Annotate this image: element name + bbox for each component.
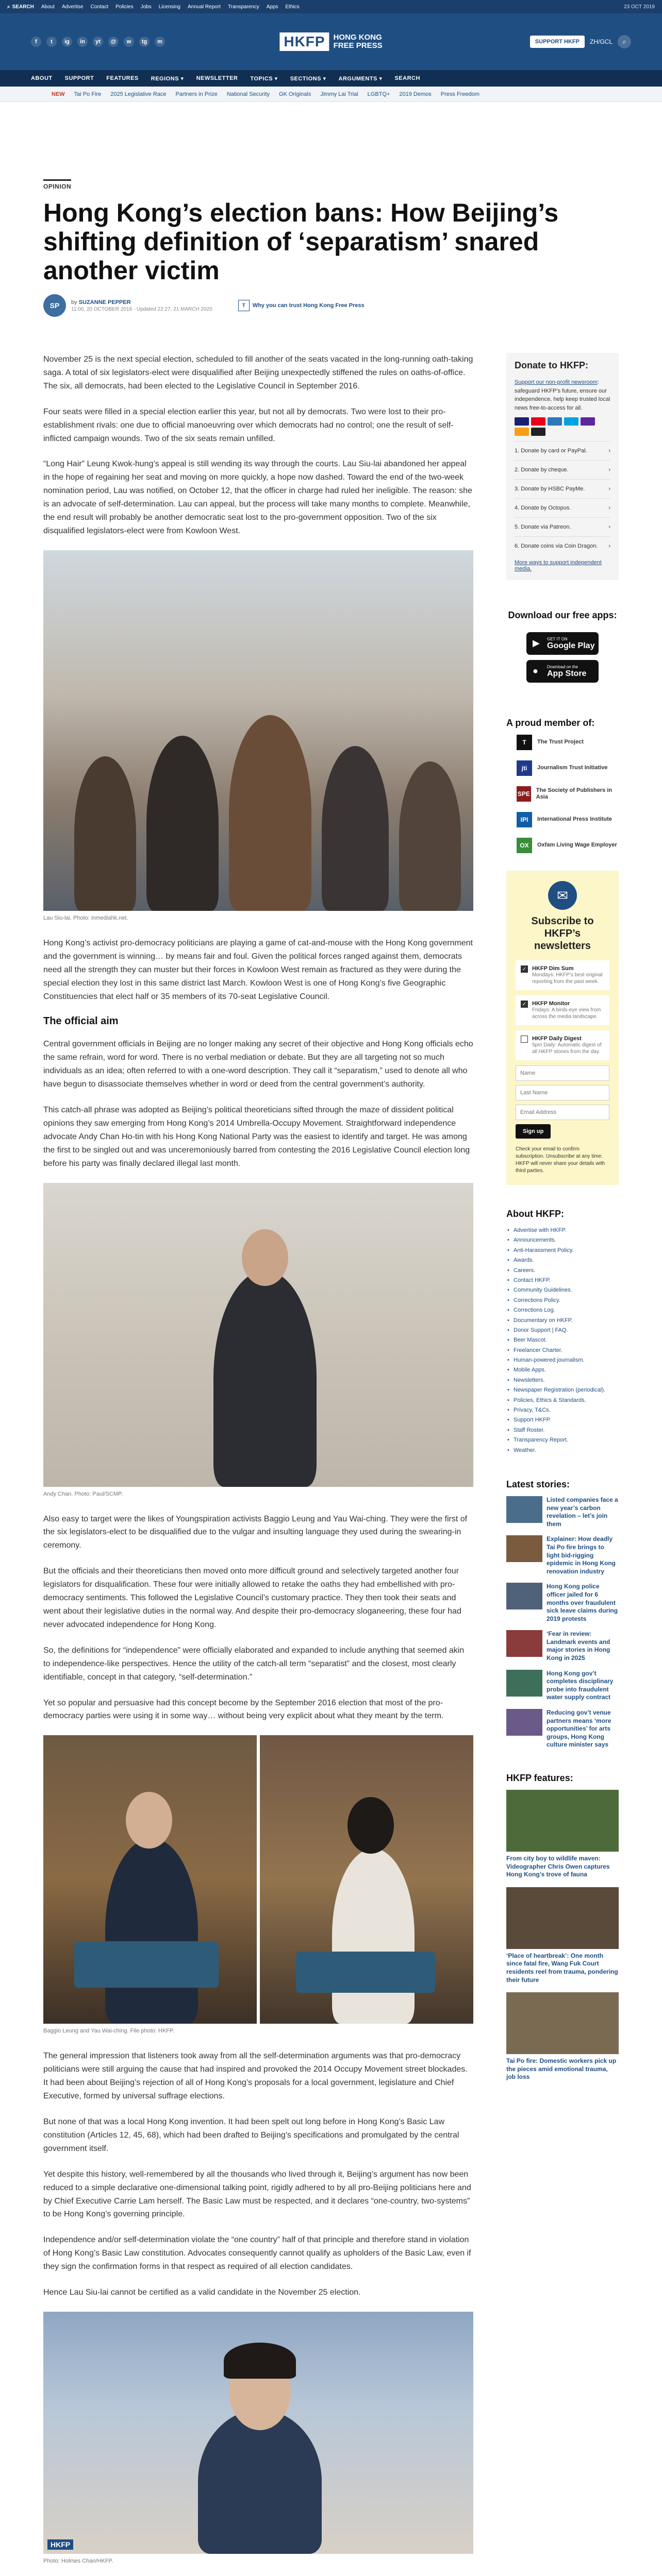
donate-option-label: 3. Donate by HSBC PayMe. xyxy=(515,486,585,492)
masthead-search-icon[interactable]: ⌕ xyxy=(618,35,631,48)
members-title: A proud member of: xyxy=(506,718,595,728)
apple-icon: ● xyxy=(533,666,538,676)
trending-item[interactable]: LGBTQ+ xyxy=(367,91,390,97)
about-link[interactable]: • Corrections Log. xyxy=(506,1306,619,1315)
google-play-small: GET IT ON xyxy=(547,636,568,641)
trust-link[interactable] xyxy=(238,300,365,311)
members-widget xyxy=(506,711,619,853)
photo-leung-yau xyxy=(43,1735,473,2024)
member-name: Oxfam Living Wage Employer xyxy=(537,842,617,849)
article-paragraph: Four seats were filled in a special election earlier this year, but not all by democrats. Two were lost to their pro-establishment rivals: one due to official manoeuvring over which democrats had no control; one the result of self-inflicted campaign wounds. Two of the six seats remain unfilled. xyxy=(43,407,454,443)
masthead xyxy=(0,13,662,70)
top-link-contact[interactable]: Contact xyxy=(90,4,109,10)
about-link[interactable]: • Careers. xyxy=(506,1266,619,1276)
about-widget xyxy=(506,1202,619,1455)
feature-story[interactable] xyxy=(506,1887,619,1984)
feature-image[interactable] xyxy=(506,1887,619,1949)
whatsapp-icon[interactable]: w xyxy=(124,37,134,47)
donate-option[interactable] xyxy=(515,479,610,498)
story-title[interactable]: Reducing gov’t venue partners means ‘more opportunities’ for arts groups, Hong Kong culture minister says xyxy=(547,1709,611,1749)
top-utility-bar xyxy=(0,0,662,13)
latest-title: Latest stories: xyxy=(506,1479,570,1489)
facebook-icon[interactable]: f xyxy=(31,37,41,47)
features-title: HKFP features: xyxy=(506,1773,573,1784)
donate-option[interactable] xyxy=(515,517,610,536)
donate-more-link[interactable]: More ways to support independent media. xyxy=(515,560,602,572)
app-store-big: App Store xyxy=(547,669,587,678)
checkbox-checked-icon[interactable]: ✓ xyxy=(521,965,528,973)
linkedin-icon[interactable]: in xyxy=(77,37,88,47)
newsletter-option-desc: Fridays: A birds-eye view from across the media landscape. xyxy=(532,1007,601,1020)
about-link[interactable]: • Contact HKFP. xyxy=(506,1276,619,1285)
google-play-button[interactable] xyxy=(526,632,599,655)
newsletter-option-name: HKFP Dim Sum xyxy=(532,965,574,972)
top-link-jobs[interactable]: Jobs xyxy=(140,4,152,10)
story-thumbnail[interactable] xyxy=(506,1709,542,1736)
mastercard-icon xyxy=(531,417,545,426)
trending-item[interactable]: GK Originals xyxy=(278,91,311,97)
nav-topics[interactable]: TOPICS ▾ xyxy=(250,75,278,82)
top-date: 23 OCT 2019 xyxy=(624,4,655,10)
donate-title: Donate to HKFP: xyxy=(515,360,588,370)
article-paragraph: Yet despite this history, well-remembered by all the thousands who lived through it, Beijing’s argument has now been reduced to a simple declarative one-dimensional talking point, rigidly adhered to by all pro-Beijing politicians here and by Chief Executive Carrie Lam herself. The Basic Law must be respected, and it declares “one-country, two-systems” to be Hong Kong’s governing principle. xyxy=(43,2170,471,2219)
visa-icon xyxy=(515,417,529,426)
article-paragraph: November 25 is the next special election, scheduled to fill another of the seats vacated in the long-running oath-taking saga. A total of six legislators-elect were disqualified after Beijing unexpectedly stiffened the rules on oaths-of-office. The six, all democrats, had been elected to the Legislative Council in September 2016. xyxy=(43,355,473,391)
chevron-right-icon: › xyxy=(608,505,610,511)
donate-option-label: 1. Donate by card or PayPal. xyxy=(515,448,587,454)
donate-intro xyxy=(515,378,610,412)
feature-title[interactable]: From city boy to wildlife maven: Videographer Chris Owen captures Hong Kong’s trove of fauna xyxy=(506,1855,610,1878)
newsletter-option-digest[interactable] xyxy=(516,1030,609,1060)
donate-option-label: 6. Donate coins via Coin Dragon. xyxy=(515,543,598,549)
trending-item[interactable]: 2025 Legislative Race xyxy=(110,91,167,97)
story-thumbnail[interactable] xyxy=(506,1630,542,1657)
content-layout xyxy=(0,353,662,2576)
by-label: by xyxy=(71,299,77,306)
byline-text xyxy=(71,299,212,306)
checkbox-empty-icon[interactable] xyxy=(521,1036,528,1043)
nav-features[interactable]: FEATURES xyxy=(106,75,139,81)
story-thumbnail[interactable] xyxy=(506,1496,542,1523)
social-links xyxy=(31,37,165,47)
feature-story[interactable] xyxy=(506,1790,619,1879)
figure-leung-yau xyxy=(43,1735,473,2034)
trending-new-label: NEW xyxy=(52,91,65,97)
about-link[interactable]: • Staff Roster. xyxy=(506,1426,619,1435)
apps-widget xyxy=(506,598,619,694)
about-link[interactable]: • Policies, Ethics & Standards. xyxy=(506,1396,619,1405)
about-link[interactable]: • Beer Mascot. xyxy=(506,1335,619,1345)
latest-story[interactable] xyxy=(506,1583,619,1623)
about-link[interactable]: • Announcements. xyxy=(506,1235,619,1245)
newsletter-title: Subscribe to HKFP’s newsletters xyxy=(531,916,594,952)
feature-image[interactable] xyxy=(506,1992,619,2054)
about-title: About HKFP: xyxy=(506,1209,564,1219)
newsletter-option-monitor[interactable] xyxy=(516,995,609,1025)
payme-icon xyxy=(581,417,595,426)
feature-title[interactable]: ‘Place of heartbreak’: One month since fatal fire, Wang Fuk Court residents reel from trauma, pondering their future xyxy=(506,1952,618,1984)
about-link[interactable]: • Freelancer Charter. xyxy=(506,1346,619,1355)
photo-left-half xyxy=(43,1735,257,2024)
story-title[interactable]: Explainer: How deadly Tai Po fire brings to light bid-rigging epidemic in Hong Kong renovation industry xyxy=(547,1535,616,1575)
feature-image[interactable] xyxy=(506,1790,619,1852)
paypal-icon xyxy=(564,417,578,426)
octopus-icon xyxy=(515,428,529,436)
instagram-icon[interactable]: ig xyxy=(62,37,72,47)
article-paragraph: This catch-all phrase was adopted as Beijing’s political theoreticians sifted through the maze of dissident political opinions they saw emerging from Hong Kong’s 2014 Umbrella-Occupy Movement. Straightforward independence advocate Andy Chan Ho-tin with his Hong Kong National Party was the easiest to identify and target. He was among the first to be singled out and was unceremoniously barred from contesting the 2016 Legislative Council election long before his party was finally declared illegal last month. xyxy=(43,1106,470,1168)
oxfam-logo-icon: OX xyxy=(517,838,532,853)
donate-option[interactable] xyxy=(515,441,610,460)
top-link-transparency[interactable]: Transparency xyxy=(227,4,259,10)
about-link[interactable]: • Documentary on HKFP. xyxy=(506,1316,619,1326)
newsletter-widget xyxy=(506,871,619,1185)
donate-option-label: 2. Donate by cheque. xyxy=(515,467,569,473)
trending-item[interactable]: Partners in Prize xyxy=(175,91,218,97)
newsletter-option-name: HKFP Daily Digest xyxy=(532,1036,582,1042)
story-thumbnail[interactable] xyxy=(506,1670,542,1697)
site-logo[interactable] xyxy=(279,32,382,51)
telegram-icon[interactable]: tg xyxy=(139,37,150,47)
app-store-button[interactable] xyxy=(526,660,599,683)
top-link-annual-report[interactable]: Annual Report xyxy=(188,4,221,10)
newsletter-option-name: HKFP Monitor xyxy=(532,1001,570,1007)
sidebar xyxy=(506,353,619,2576)
article-paragraph: Hong Kong’s activist pro-democracy politicians are playing a game of cat-and-mouse with the Hong Kong government and the government is winning… by means fair and foul. Given the political forces ranged against them, democrats need all the strength they can muster but their forces in Kowloon West remain as fractured as they were during the special election they lost in this same district last March. Kowloon West is one of Hong Kong’s five Geographic Constituencies that elect half or 35 members of its 70-seat Legislative Council. xyxy=(43,938,473,1001)
article-paragraph: Hence Lau Siu-lai cannot be certified as a valid candidate in the November 25 election. xyxy=(43,2288,361,2297)
main-nav xyxy=(0,70,662,87)
chevron-right-icon: › xyxy=(608,467,610,473)
jti-logo-icon: jti xyxy=(517,760,532,776)
nav-regions[interactable]: REGIONS ▾ xyxy=(151,75,184,82)
nav-support[interactable]: SUPPORT xyxy=(64,75,94,81)
trending-item[interactable]: National Security xyxy=(226,91,270,97)
top-link-policies[interactable]: Policies xyxy=(115,4,134,10)
search-icon: ⌕ xyxy=(7,4,10,10)
checkbox-checked-icon[interactable]: ✓ xyxy=(521,1001,528,1008)
article-kicker[interactable]: OPINION xyxy=(43,179,71,190)
about-link[interactable]: • Advertise with HKFP. xyxy=(506,1226,619,1235)
threads-icon[interactable]: @ xyxy=(108,37,119,47)
newsletter-option-desc: 5pm Daily: Automatic digest of all HKFP stories from the day. xyxy=(532,1042,602,1055)
nav-arguments[interactable]: ARGUMENTS ▾ xyxy=(338,75,383,82)
trending-item[interactable]: Jimmy Lai Trial xyxy=(320,91,358,97)
hkfp-watermark: HKFP xyxy=(47,2539,73,2550)
figure-carrie-lam xyxy=(43,2312,473,2564)
patreon-icon xyxy=(531,428,545,436)
top-search-label: SEARCH xyxy=(12,4,34,10)
trending-item[interactable]: Tai Po Fire xyxy=(74,91,102,97)
article-paragraph: Yet so popular and persuasive had this concept become by the September 2016 election that most of the pro-democracy parties were using it in some way… without being very explicit about what they meant by the term. xyxy=(43,1698,444,1721)
newsletter-note: Check your email to confirm subscription. Unsubscribe at any time. HKFP will never share your details with third parties. xyxy=(516,1146,605,1174)
donate-option[interactable] xyxy=(515,498,610,517)
figure-lau-siu-lai xyxy=(43,550,473,921)
about-link[interactable]: • Awards. xyxy=(506,1256,619,1265)
member-sopa[interactable] xyxy=(517,786,619,802)
mastodon-icon[interactable]: m xyxy=(155,37,165,47)
author-name[interactable]: SUZANNE PEPPER xyxy=(78,299,131,306)
last-name-input[interactable] xyxy=(516,1085,609,1100)
top-link-about[interactable]: About xyxy=(41,4,55,10)
trust-project-icon: T xyxy=(238,300,250,311)
latest-widget xyxy=(506,1473,619,1749)
latest-story[interactable] xyxy=(506,1630,619,1662)
photo-caption: Andy Chan. Photo: Paul/SCMP. xyxy=(43,1490,123,1497)
trust-label: Why you can trust Hong Kong Free Press xyxy=(252,302,365,309)
nav-search[interactable]: SEARCH xyxy=(394,75,420,81)
google-play-big: Google Play xyxy=(547,641,595,650)
features-widget xyxy=(506,1767,619,2081)
latest-story[interactable] xyxy=(506,1496,619,1528)
newsletter-option-dim-sum[interactable] xyxy=(516,960,609,990)
article-body xyxy=(43,353,473,2576)
about-link[interactable]: • Mobile Apps. xyxy=(506,1365,619,1375)
about-link[interactable]: • Newsletters. xyxy=(506,1376,619,1385)
latest-story-list xyxy=(506,1496,619,1749)
member-oxfam[interactable] xyxy=(517,838,619,853)
donate-intro-link[interactable]: Support our non-profit newsroom xyxy=(515,379,598,385)
photo-right-half xyxy=(260,1735,473,2024)
latest-story[interactable] xyxy=(506,1535,619,1575)
top-link-licensing[interactable]: Licensing xyxy=(158,4,180,10)
donate-option[interactable] xyxy=(515,536,610,555)
top-link-advertise[interactable]: Advertise xyxy=(61,4,84,10)
payment-cards xyxy=(515,417,610,436)
photo-andy-chan xyxy=(43,1183,473,1487)
chevron-right-icon: › xyxy=(608,486,610,492)
logo-wordmark xyxy=(334,33,383,50)
story-thumbnail[interactable] xyxy=(506,1583,542,1609)
donate-intro-text: : safeguard HKFP’s future, ensure our independence, help keep trusted local news free-to-access for all. xyxy=(515,379,610,411)
support-hkfp-button[interactable]: SUPPORT HKFP xyxy=(530,36,585,48)
about-link[interactable]: • Anti-Harassment Policy. xyxy=(506,1246,619,1256)
story-title[interactable]: ‘Fear in review: Landmark events and major stories in Hong Kong in 2025 xyxy=(547,1630,610,1662)
article-paragraph: So, the definitions for “independence” were officially elaborated and expanded to include anything that seemed akin to independence-like perspectives. Hence the utility of the catch-all term “separatist” and the closest, most clearly identifiable, concept in that category, “self-determination.” xyxy=(43,1646,465,1682)
photo-caption: Baggio Leung and Yau Wai-ching. File photo: HKFP. xyxy=(43,2028,174,2035)
article-paragraph: But none of that was a local Hong Kong invention. It had been spelt out long before in Hong Kong’s Basic Law constitution (Articles 12, 45, 68), which had been drafted to Beijing’s specifications and promulgated by the central government itself. xyxy=(43,2117,459,2153)
email-input[interactable] xyxy=(516,1105,609,1120)
about-link[interactable]: • Newspaper Registration (periodical). xyxy=(506,1385,619,1395)
member-name: The Society of Publishers in Asia xyxy=(536,787,613,800)
twitter-icon[interactable]: t xyxy=(46,37,57,47)
article-headline: Hong Kong’s election bans: How Beijing’s shifting definition of ‘separatism’ snared another victim xyxy=(43,198,559,285)
about-link-list xyxy=(506,1226,619,1455)
logo-mark: HKFP xyxy=(279,32,329,51)
ad-space xyxy=(43,102,619,179)
trending-item[interactable]: 2019 Demos xyxy=(399,91,432,97)
about-link[interactable]: • Human-powered journalism. xyxy=(506,1355,619,1365)
chevron-right-icon: › xyxy=(608,448,610,454)
article-dates: 11:00, 20 OCTOBER 2018 · Updated 22:27, 21 MARCH 2020 xyxy=(71,306,212,312)
donate-option[interactable] xyxy=(515,460,610,479)
author-avatar[interactable]: SP xyxy=(43,294,66,317)
feature-list xyxy=(506,1790,619,2081)
nav-sections[interactable]: SECTIONS ▾ xyxy=(290,75,326,82)
donate-option-label: 5. Donate via Patreon. xyxy=(515,524,571,530)
top-link-ethics[interactable]: Ethics xyxy=(285,4,300,10)
article-paragraph: “Long Hair” Leung Kwok-hung’s appeal is still wending its way through the courts. Lau Siu-lai abandoned her appeal in the hope of regaining her seat and moving on more quickly, a hope now dashed. Toward the end of the two-week nomination period, Lau was notified, on October 12, that the officer in charge had ruled her ineligible. The reason: she is an advocate of self-determination. Lau can appeal, but the process will take many months to complete. Meanwhile, the end result will probably be another democratic seat lost to the pro-government opposition. Two of the six disqualified legislators-elect were from Kowloon West. xyxy=(43,460,472,535)
figure-andy-chan xyxy=(43,1183,473,1497)
article-paragraph: The general impression that listeners took away from all the self-determination arguments was that pro-democracy politicians were still arguing the cause that had inspired and provoked the 2014 Occupy Movement street blockades. It had been about Beijing’s rejection of all of Hong Kong’s proposals for a local government, legislature and Chief Executive, formed by universal suffrage elections. xyxy=(43,2052,468,2101)
about-link[interactable]: • Privacy, T&Cs. xyxy=(506,1405,619,1415)
about-link[interactable]: • Weather. xyxy=(506,1446,619,1455)
story-title[interactable]: Listed companies face a new year’s carbon revelation – let’s join them xyxy=(547,1496,618,1528)
newsletter-icon: ✉ xyxy=(548,881,577,910)
story-title[interactable]: Hong Kong gov’t completes disciplinary probe into fraudulent water supply contract xyxy=(547,1669,614,1701)
member-name: Journalism Trust Initiative xyxy=(537,765,608,771)
article-paragraph: Central government officials in Beijing are no longer making any secret of their objective and Hong Kong officials echo the same refrain, word for word. There is no verbal mediation or debate. But they are all targeting not so much individuals as an idea; often referred to with a one-word description. They call it “separatism,” used to denote all who have begun to disassociate themselves whether in word or deed from the central government’s authority. xyxy=(43,1040,473,1089)
nav-about[interactable]: ABOUT xyxy=(31,75,53,81)
member-name: International Press Institute xyxy=(537,816,612,823)
photo-caption: Lau Siu-lai. Photo: inmediahk.net. xyxy=(43,914,128,921)
article-header xyxy=(0,102,662,317)
photo-caption: Photo: Holmes Chan/HKFP. xyxy=(43,2557,113,2564)
chevron-right-icon: › xyxy=(608,524,610,530)
first-name-input[interactable] xyxy=(516,1065,609,1081)
app-store-small: Download on the xyxy=(547,664,578,669)
logo-line-1: HONG KONG xyxy=(333,33,382,42)
about-link[interactable]: • Support HKFP. xyxy=(506,1415,619,1425)
member-ipi[interactable] xyxy=(517,812,619,827)
donate-option-label: 4. Donate by Octopus. xyxy=(515,505,571,511)
ipi-logo-icon: IPI xyxy=(517,812,532,827)
photo-carrie-lam xyxy=(43,2312,473,2554)
story-title[interactable]: Hong Kong police officer jailed for 6 months over fraudulent sick leave claims during 2019 protests xyxy=(547,1583,618,1622)
latest-story[interactable] xyxy=(506,1709,619,1749)
feature-story[interactable] xyxy=(506,1992,619,2081)
photo-protest xyxy=(43,550,473,911)
top-link-apps[interactable]: Apps xyxy=(266,4,278,10)
donate-widget xyxy=(506,353,619,580)
chevron-right-icon: › xyxy=(608,543,610,549)
sign-up-button[interactable]: Sign up xyxy=(516,1124,551,1139)
feature-title[interactable]: Tai Po fire: Domestic workers pick up the pieces amid emotional trauma, job loss xyxy=(506,2057,617,2081)
nav-newsletter[interactable]: NEWSLETTER xyxy=(196,75,238,81)
member-trust-project[interactable] xyxy=(517,735,619,750)
member-name: The Trust Project xyxy=(537,739,584,745)
youtube-icon[interactable]: yt xyxy=(93,37,103,47)
crowd-shape xyxy=(43,713,473,911)
section-heading: The official aim xyxy=(43,1015,119,1027)
member-jti[interactable] xyxy=(517,760,619,776)
about-link[interactable]: • Transparency Report. xyxy=(506,1435,619,1445)
article-paragraph: But the officials and their theoreticians then moved onto more difficult ground and selectively targeted another four legislators for disqualification. These four were initially allowed to retake the oaths they had embellished with pro-democracy sentiments. This followed the Legislative Council’s customary practice. They then took their seats and went about their legislative duties in the normal way. And despite their pro-democracy sloganeering, these four had never advocated independence for Hong Kong. xyxy=(43,1567,461,1629)
logo-line-2: FREE PRESS xyxy=(333,41,383,50)
about-link[interactable]: • Donor Support | FAQ. xyxy=(506,1326,619,1335)
language-switch[interactable]: ZH/GCL xyxy=(589,38,613,45)
amex-icon xyxy=(548,417,562,426)
trending-item[interactable]: Press Freedom xyxy=(440,91,479,97)
trust-project-logo-icon: T xyxy=(517,735,532,750)
article-paragraph: Also easy to target were the likes of Youngspiration activists Baggio Leung and Yau Wai-ching. They were the first of the six legislators-elect to be disqualified due to the vulgar and insulting language they used during the swearing-in ceremony. xyxy=(43,1514,468,1550)
byline xyxy=(43,294,619,317)
article-paragraph: Independence and/or self-determination violate the “one country” half of that principle and therefore stand in violation of Hong Kong’s Basic Law constitution. Advocates consequently cannot qualify as upholders of the Basic Law, even if they sign the confirmation forms in that respect as required of all election candidates. xyxy=(43,2235,471,2272)
sopa-logo-icon: SPE xyxy=(517,786,531,802)
story-thumbnail[interactable] xyxy=(506,1535,542,1562)
newsletter-option-desc: Mondays: HKFP’s best original reporting from the past week. xyxy=(532,972,603,985)
latest-story[interactable] xyxy=(506,1670,619,1702)
google-play-icon: ▶ xyxy=(533,638,540,648)
about-link[interactable]: • Corrections Policy. xyxy=(506,1296,619,1306)
top-search-link[interactable] xyxy=(7,4,34,10)
about-link[interactable]: • Community Guidelines. xyxy=(506,1285,619,1295)
trending-bar xyxy=(0,87,662,102)
apps-title: Download our free apps: xyxy=(508,610,617,620)
